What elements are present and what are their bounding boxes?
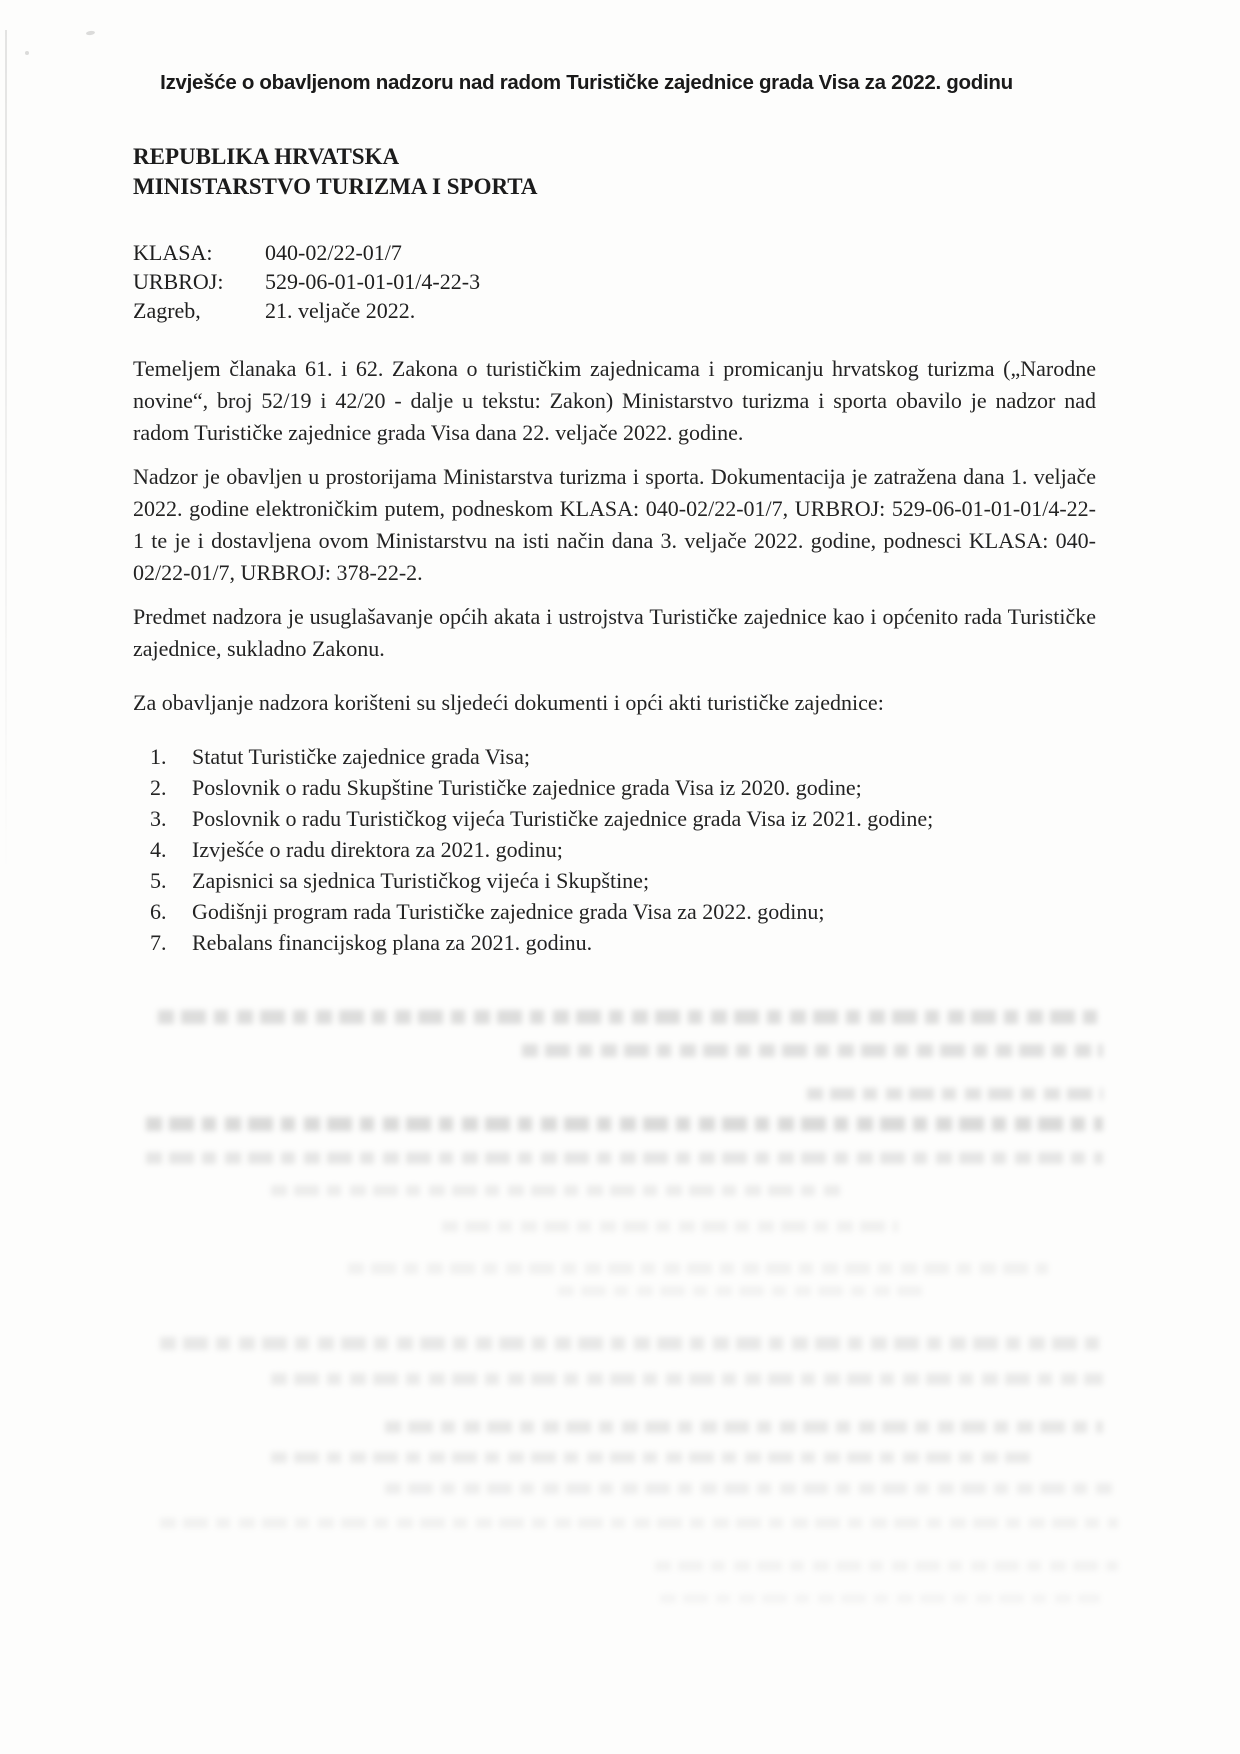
scan-speck — [25, 51, 29, 55]
meta-label: URBROJ: — [133, 269, 224, 294]
bleedthrough-line — [146, 1152, 1103, 1164]
meta-row — [133, 238, 1096, 267]
document-title: Izvješće o obavljenom nadzoru nad radom Turističke zajednice grada Visa za 2022. godinu — [160, 71, 1013, 94]
list-item: Izvješće o radu direktora za 2021. godinu; — [192, 837, 563, 862]
document-list — [133, 741, 1096, 958]
document-content — [133, 0, 1096, 958]
bleedthrough-line — [271, 1452, 1035, 1463]
bleedthrough-line — [522, 1044, 1103, 1057]
bleedthrough-line — [385, 1421, 1103, 1433]
bleedthrough-line — [271, 1185, 841, 1196]
paragraph: Temeljem članaka 61. i 62. Zakona o turističkim zajednicama i promicanju hrvatskog turizma („Narodne novine“, broj 52/19 i 42/20 - dalje u tekstu: Zakon) Ministarstvo turizma i sporta obavilo je nadzor nad radom Turističke zajednice grada Visa dana 22. veljače 2022. godine. — [133, 356, 1096, 445]
letterhead — [133, 142, 1096, 202]
bleedthrough-line — [146, 1117, 1103, 1131]
document-meta — [133, 238, 1096, 325]
bleedthrough-line — [655, 1561, 1118, 1571]
scan-speck — [86, 30, 95, 35]
meta-label: KLASA: — [133, 240, 213, 265]
meta-value: 529-06-01-01-01/4-22-3 — [265, 269, 481, 294]
bleedthrough-line — [385, 1483, 1118, 1494]
meta-label: Zagreb, — [133, 298, 201, 323]
bleedthrough-line — [271, 1373, 1103, 1385]
bleedthrough-line — [660, 1594, 1100, 1603]
bleedthrough-line — [160, 1337, 1103, 1350]
bleedthrough-line — [442, 1221, 898, 1232]
list-item: Godišnji program rada Turističke zajednice grada Visa za 2022. godinu; — [192, 899, 825, 924]
letterhead-ministry: MINISTARSTVO TURIZMA I SPORTA — [133, 174, 538, 199]
list-item: Zapisnici sa sjednica Turističkog vijeća i Skupštine; — [192, 868, 650, 893]
bleedthrough-line — [558, 1286, 930, 1296]
list-item: Poslovnik o radu Turističkog vijeća Turističke zajednice grada Visa iz 2021. godine; — [192, 806, 934, 831]
bleedthrough-line — [158, 1010, 1103, 1024]
scan-edge-artifact — [5, 30, 7, 880]
bleedthrough-line — [807, 1088, 1103, 1100]
paragraph: Predmet nadzora je usuglašavanje općih akata i ustrojstva Turističke zajednice kao i općenito rada Turističke zajednice, sukladno Zakonu. — [133, 604, 1096, 661]
list-item: Statut Turističke zajednice grada Visa; — [192, 744, 530, 769]
list-item: Rebalans financijskog plana za 2021. godinu. — [192, 930, 593, 955]
meta-row — [133, 267, 1096, 296]
letterhead-country: REPUBLIKA HRVATSKA — [133, 144, 400, 169]
bleedthrough-line — [160, 1518, 1118, 1528]
bleedthrough-line — [348, 1263, 1048, 1274]
document-body — [133, 353, 1096, 719]
paragraph: Za obavljanje nadzora korišteni su sljedeći dokumenti i opći akti turističke zajednice: — [133, 690, 884, 715]
paragraph: Nadzor je obavljen u prostorijama Ministarstva turizma i sporta. Dokumentacija je zatražena dana 1. veljače 2022. godine elektroničkim putem, podneskom KLASA: 040-02/22-01/7, URBROJ: 529-06-01-01-01/4-22-1 te je i dostavljena ovom Ministarstvu na isti način dana 3. veljače 2022. godine, podnesci KLASA: 040-02/22-01/7, URBROJ: 378-22-2. — [133, 464, 1096, 585]
meta-value: 21. veljače 2022. — [265, 298, 416, 323]
meta-value: 040-02/22-01/7 — [265, 240, 402, 265]
meta-row — [133, 296, 1096, 325]
list-item: Poslovnik o radu Skupštine Turističke zajednice grada Visa iz 2020. godine; — [192, 775, 862, 800]
